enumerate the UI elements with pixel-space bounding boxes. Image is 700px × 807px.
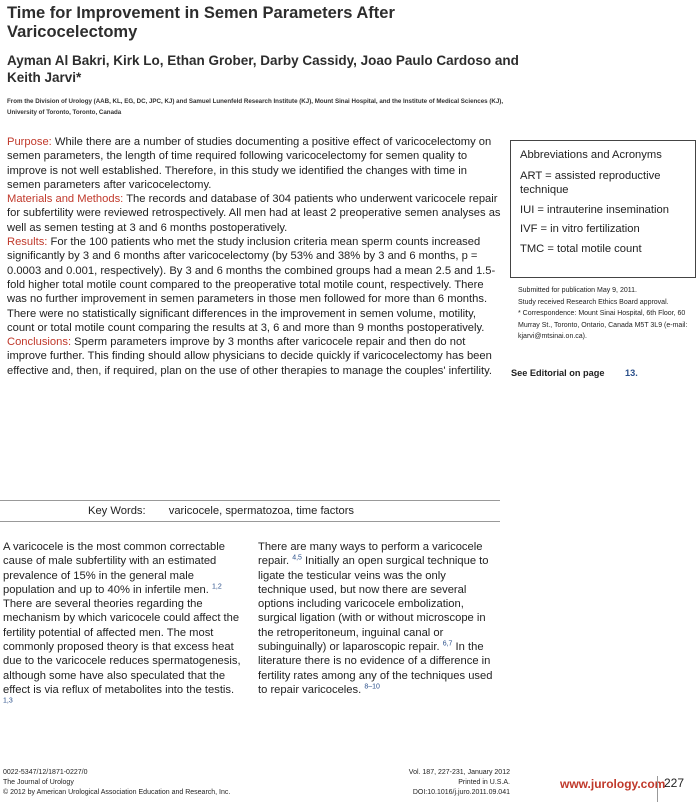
body-text: Initially an open surgical technique to ligate the testicular veins was the only technique used, but now there are several options including varicocele embolization, surgical ligation (with or without microscope in the retroperitoneum, inguinal canal or subinguinally) or laparoscopic repair. xyxy=(258,555,489,654)
conclusions-text: Sperm parameters improve by 3 months after varicocele repair and then do not improve further. This finding should allow physicians to decide quickly if varicocelectomy has been effective and, then, if required, plan on the use of other therapies to manage the couples' infertility. xyxy=(7,336,492,377)
approval-note: Study received Research Ethics Board approval. xyxy=(518,298,669,306)
abstract-purpose xyxy=(7,135,502,192)
citation-link[interactable]: 6,7 xyxy=(442,640,453,648)
article-title: Time for Improvement in Semen Parameters After Varicocelectomy xyxy=(7,4,395,41)
citation-link[interactable]: 8–10 xyxy=(364,683,380,691)
abbreviations-box xyxy=(510,140,696,278)
abstract-results xyxy=(7,235,502,335)
affiliation: From the Division of Urology (AAB, KL, EG, DC, JPC, KJ) and Samuel Lunenfeld Research Institute (KJ), Mount Sinai Hospital, and the Institute of Medical Sciences (KJ), University of Toronto, Toronto, Canada xyxy=(7,98,504,116)
editorial-label: See Editorial on page xyxy=(511,368,605,378)
correspondence-note: * Correspondence: Mount Sinai Hospital, 6th Floor, 60 Murray St., Toronto, Ontario, Canada M5T 3L9 (e-mail: kjarvi@mtsinai.on.ca). xyxy=(518,310,688,340)
methods-text: The records and database of 304 patients who underwent varicocele repair for subfertility were reviewed retrospectively. All men had at least 2 preoperative semen analyses as well as semen testing at 3 and 6 months postoperatively. xyxy=(7,193,501,234)
conclusions-label: Conclusions: xyxy=(7,336,72,349)
editorial-page-link[interactable]: 13. xyxy=(625,368,638,378)
results-label: Results: xyxy=(7,236,48,249)
body-text: In the literature there is no evidence of a difference in fertility rates among any of the techniques used to repair varicoceles. xyxy=(258,641,493,696)
author-list: Ayman Al Bakri, Kirk Lo, Ethan Grober, Darby Cassidy, Joao Paulo Cardoso and Keith Jarvi* xyxy=(7,53,519,85)
footer-left xyxy=(3,768,333,797)
abbreviation-item: TMC = total motile count xyxy=(520,242,642,255)
purpose-text: While there are a number of studies documenting a positive effect of varicocelectomy on semen parameters, the length of time required following varicocelectomy for semen quality to improve is not well established. Therefore, in this study we identified the changes with time in semen parameters after varicocelectomy. xyxy=(7,136,492,191)
citation-link[interactable]: 1,3 xyxy=(3,697,13,705)
page-number: 227 xyxy=(657,776,684,802)
volume-line: Vol. 187, 227-231, January 2012 xyxy=(408,769,510,776)
article-notes xyxy=(511,285,697,343)
journal-website-link[interactable]: www.jurology.com xyxy=(560,777,666,791)
doi-line: DOI:10.1016/j.juro.2011.09.041 xyxy=(412,788,510,796)
submitted-note: Submitted for publication May 9, 2011. xyxy=(518,287,637,294)
results-text: For the 100 patients who met the study inclusion criteria mean sperm counts increased significantly by 3 and 6 months after varicocelectomy (by 53% and 38% by 3 and 6 months, p = 0.0003 and 0.001, respectively). By 3 and 6 months the combined groups had a mean 2.5 and 1.5-fold higher total motile count compared to the preoperative total motile count, respectively. There was no further improvement in semen parameters in those men followed for more than 6 months. There were no statistically significant differences in the improvement in semen volume, motility, count or total motile count comparing the results at 3, 6 and more than 9 months postoperatively. xyxy=(7,236,496,334)
printed-line: Printed in U.S.A. xyxy=(458,778,510,786)
citation-link[interactable]: 4,5 xyxy=(292,554,302,562)
footer-citation xyxy=(350,768,510,797)
abbreviations-title: Abbreviations and Acronyms xyxy=(520,149,662,161)
body-column-left xyxy=(3,540,242,712)
journal-name: The Journal of Urology xyxy=(3,778,74,786)
copyright-line: © 2012 by American Urological Association Education and Research, Inc. xyxy=(3,788,231,796)
body-text: There are many ways to perform a varicocele repair. xyxy=(258,541,483,568)
body-column-right xyxy=(258,540,497,697)
keywords-label: Key Words: xyxy=(88,505,146,517)
abstract-methods xyxy=(7,192,502,235)
issn-line: 0022-5347/12/1871-0227/0 xyxy=(3,769,88,776)
purpose-label: Purpose: xyxy=(7,136,52,148)
citation-link[interactable]: 1,2 xyxy=(211,583,222,591)
abstract-conclusions xyxy=(7,335,502,378)
methods-label: Materials and Methods: xyxy=(7,193,124,206)
abbreviation-item: ART = assisted reproductive technique xyxy=(520,169,661,196)
abbreviation-item: IUI = intrauterine insemination xyxy=(520,203,669,216)
abbreviation-item: IVF = in vitro fertilization xyxy=(520,223,640,235)
abstract xyxy=(7,135,502,378)
editorial-reference xyxy=(511,368,697,378)
keywords-value: varicocele, spermatozoa, time factors xyxy=(168,505,355,517)
body-text: A varicocele is the most common correctable cause of male subfertility with an estimated prevalence of 15% in the general male population and up to 40% in infertile men. xyxy=(3,541,225,596)
body-text: There are several theories regarding the mechanism by which varicocele could affect the fertility potential of affected men. The most commonly proposed theory is that excess heat due to the varicocele reduces spermatogenesis, although some have also speculated that the effect is via reflux of metabolites into the testis. xyxy=(3,598,241,696)
keywords-bar xyxy=(0,500,500,522)
